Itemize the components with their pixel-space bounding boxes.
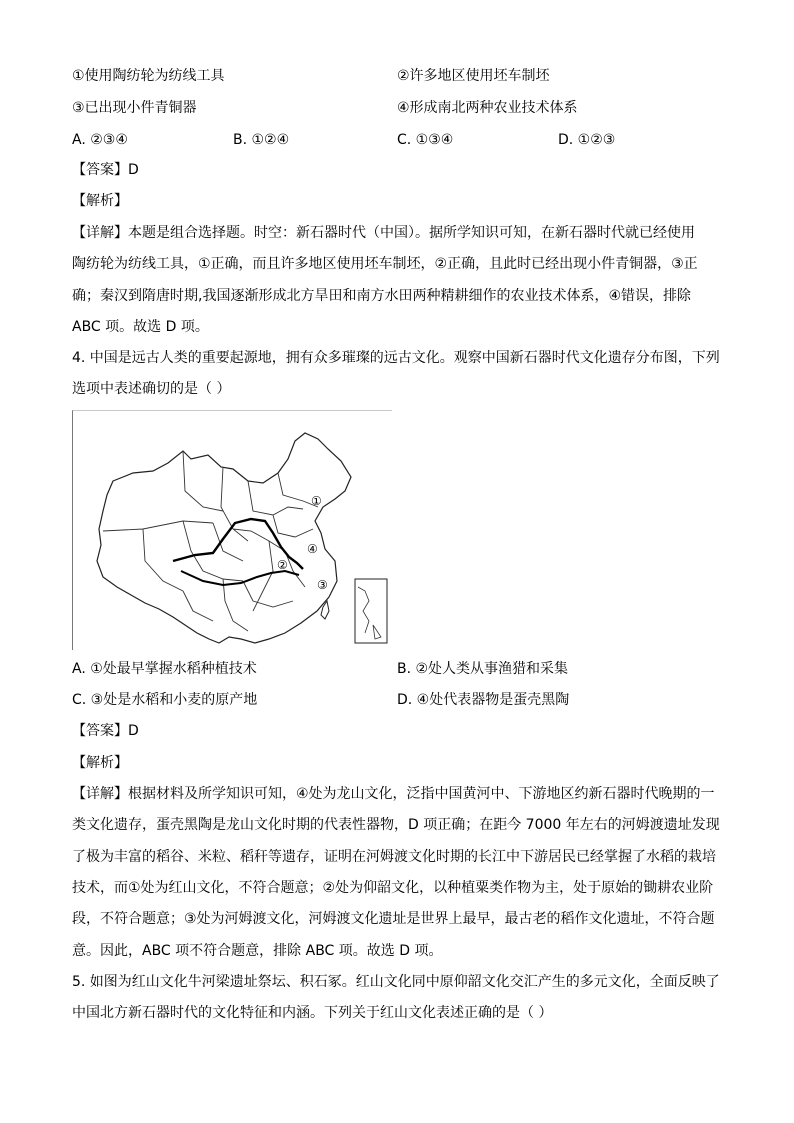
q4-detail-line: 【详解】根据材料及所学知识可知，④处为龙山文化，泛指中国黄河中、下游地区约新石器时代晚期的一 [72, 786, 715, 802]
q4-analysis-label: 【解析】 [72, 755, 128, 771]
q3-item-1: ①使用陶纺轮为纺线工具 [72, 68, 225, 84]
marker-4: ④ [307, 542, 318, 556]
q3-option-a: A. ②③④ [72, 132, 128, 148]
q4-option-d: D. ④处代表器物是蛋壳黑陶 [397, 692, 570, 708]
q4-detail-line: 意。因此，ABC 项不符合题意，排除 ABC 项。故选 D 项。 [72, 943, 443, 959]
q4-detail-line: 技术，而①处为红山文化，不符合题意；②处为仰韶文化，以种植粟类作物为主，处于原始的锄耕农业阶 [72, 880, 714, 896]
q3-item-4: ④形成南北两种农业技术体系 [397, 100, 578, 116]
marker-1: ① [311, 494, 322, 508]
q3-option-c: C. ①③④ [397, 132, 454, 148]
china-neolithic-map [72, 410, 392, 650]
q4-stem-line: 选项中表述确切的是（ ） [72, 381, 231, 397]
marker-3: ③ [317, 578, 328, 592]
q3-detail-line: ABC 项。故选 D 项。 [72, 319, 209, 335]
q4-option-a: A. ①处最早掌握水稻种植技术 [72, 661, 257, 677]
q5-stem-line: 5. 如图为红山文化牛河梁遗址祭坛、积石冢。红山文化同中原仰韶文化交汇产生的多元文化，全面反映了 [72, 974, 720, 990]
q4-detail-line: 了极为丰富的稻谷、米粒、稻秆等遗存，证明在河姆渡文化时期的长江中下游居民已经掌握了水稻的栽培 [72, 849, 716, 865]
q3-option-b: B. ①②④ [233, 132, 290, 148]
q3-option-d: D. ①②③ [558, 132, 616, 148]
marker-2: ② [277, 558, 288, 572]
q4-option-b: B. ②处人类从事渔猎和采集 [397, 661, 569, 677]
q3-answer: 【答案】D [72, 162, 139, 178]
q3-item-3: ③已出现小件青铜器 [72, 100, 197, 116]
q3-detail-line: 确；秦汉到隋唐时期,我国逐渐形成北方旱田和南方水田两种精耕细作的农业技术体系，④错误，排除 [72, 288, 691, 304]
q4-option-c: C. ③处是水稻和小麦的原产地 [72, 692, 258, 708]
q3-detail-line: 陶纺轮为纺线工具，①正确，而且许多地区使用坯车制坯，②正确，且此时已经出现小件青铜器，③正 [72, 256, 698, 272]
q4-detail-line: 段，不符合题意；③处为河姆渡文化，河姆渡文化遗址是世界上最早，最古老的稻作文化遗址，不符合题 [72, 911, 715, 927]
q3-analysis-label: 【解析】 [72, 193, 128, 209]
q5-stem-line: 中国北方新石器时代的文化特征和内涵。下列关于红山文化表述正确的是（ ） [72, 1005, 553, 1021]
q4-detail-line: 类文化遗存，蛋壳黑陶是龙山文化时期的代表性器物，D 项正确；在距今 7000 年左右的河姆渡遗址发现 [72, 817, 720, 833]
q3-item-2: ②许多地区使用坯车制坯 [397, 68, 550, 84]
q4-answer: 【答案】D [72, 723, 139, 739]
q3-detail-line: 【详解】本题是组合选择题。时空：新石器时代（中国）。据所学知识可知，在新石器时代就已经使用 [72, 225, 695, 241]
south-china-sea-inset [355, 579, 387, 643]
map-drawing [73, 411, 393, 651]
q4-stem-line: 4. 中国是远古人类的重要起源地，拥有众多璀璨的远古文化。观察中国新石器时代文化遗存分布图，下列 [72, 350, 720, 366]
